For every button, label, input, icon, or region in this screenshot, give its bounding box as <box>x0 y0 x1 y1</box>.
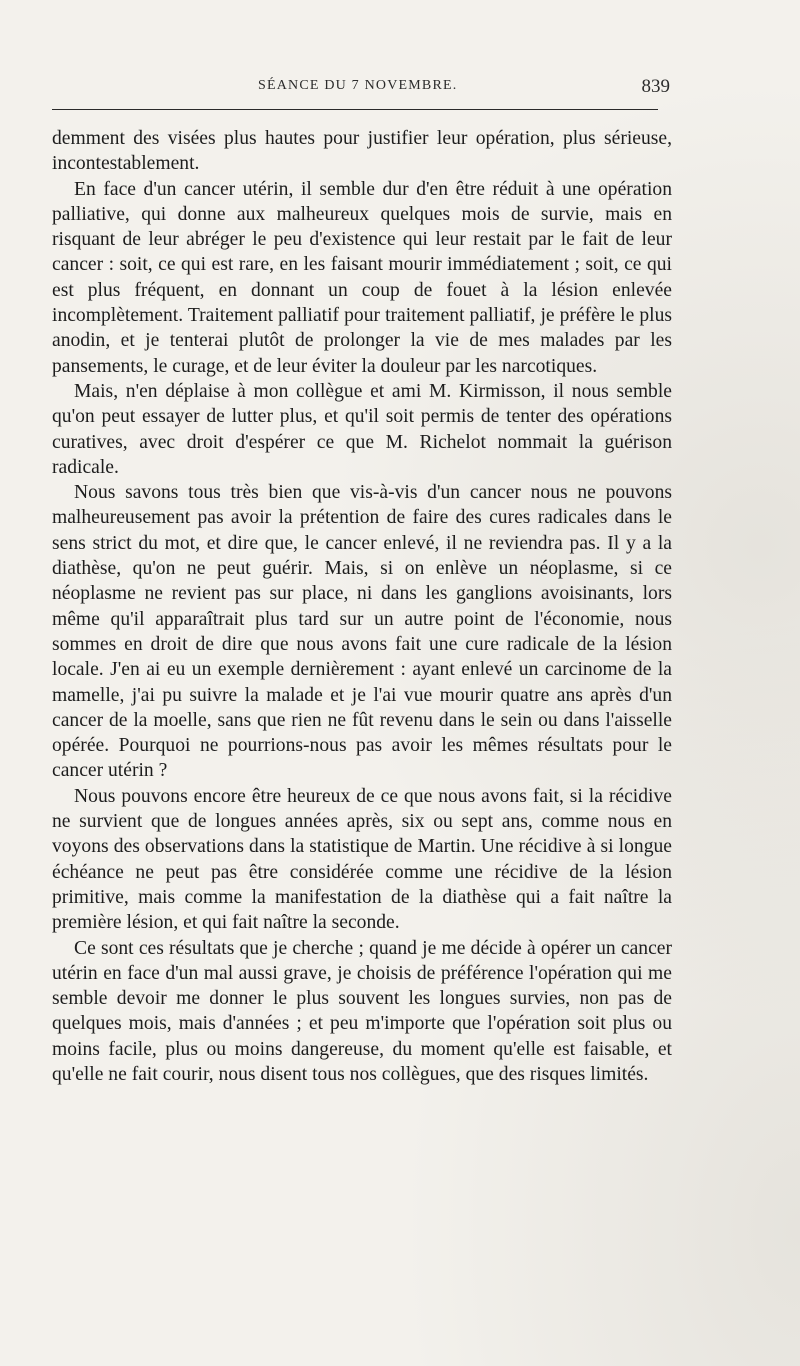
paragraph: Ce sont ces résultats que je cherche ; quand je me décide à opérer un cancer utérin en face d'un mal aussi grave, je choisis de préférence l'opération qui me semble devoir me donner le plus souvent les longues survies, non pas de quelques mois, mais d'années ; et peu m'importe que l'opération soit plus ou moins facile, plus ou moins dangereuse, du moment qu'elle est faisable, et qu'elle ne fait courir, nous disent tous nos collègues, que des risques limités. <box>52 937 672 1085</box>
body-text <box>52 126 672 1087</box>
page-header <box>52 76 670 104</box>
page-number: 839 <box>641 76 670 97</box>
paragraph-continued: demment des visées plus hautes pour justifier leur opération, plus sérieuse, incontestablement. <box>52 128 672 175</box>
paragraph: Mais, n'en déplaise à mon collègue et ami M. Kirmisson, il nous semble qu'on peut essayer de lutter plus, et qu'il soit permis de tenter des opérations curatives, avec droit d'espérer ce que M. Richelot nommait la guérison radicale. <box>52 380 672 478</box>
running-title: SÉANCE DU 7 NOVEMBRE. <box>258 78 458 93</box>
paragraph: En face d'un cancer utérin, il semble dur d'en être réduit à une opération palliative, qui donne aux malheureux quelques mois de survie, mais en risquant de leur abréger le peu d'existence qui leur restait par le fait de leur cancer : soit, ce qui est rare, en les faisant mourir immédiatement ; soit, ce qui est plus fréquent, en donnant un coup de fouet à la lésion enlevée incomplètement. Traitement palliatif pour traitement palliatif, je préfère le plus anodin, et je tenterai plutôt de prolonger la vie de mes malades par les pansements, le curage, et de leur éviter la douleur par les narcotiques. <box>52 178 672 377</box>
header-rule <box>52 109 658 110</box>
paragraph: Nous savons tous très bien que vis-à-vis d'un cancer nous ne pouvons malheureusement pas avoir la prétention de faire des cures radicales dans le sens strict du mot, et dire que, le cancer enlevé, il ne reviendra pas. Il y a la diathèse, qu'on ne peut guérir. Mais, si on enlève un néoplasme, si ce néoplasme ne revient pas sur place, ni dans les ganglions avoisinants, lors même qu'il apparaîtrait plus tard sur un autre point de l'économie, nous sommes en droit de dire que nous avons fait une cure radicale de la lésion locale. J'en ai eu un exemple dernièrement : ayant enlevé un carcinome de la mamelle, j'ai pu suivre la malade et je l'ai vue mourir quatre ans après d'un cancer de la moelle, sans que rien ne fût revenu dans le sein ou dans l'aisselle opérée. Pourquoi ne pourrions-nous pas avoir les mêmes résultats pour le cancer utérin ? <box>52 482 672 782</box>
paragraph: Nous pouvons encore être heureux de ce que nous avons fait, si la récidive ne survient que de longues années après, six ou sept ans, comme nous en voyons des observations dans la statistique de Martin. Une récidive à si longue échéance ne peut pas être considérée comme une récidive de la lésion primitive, mais comme la manifestation de la diathèse qui a fait naître la première lésion, et qui fait naître la seconde. <box>52 785 672 934</box>
